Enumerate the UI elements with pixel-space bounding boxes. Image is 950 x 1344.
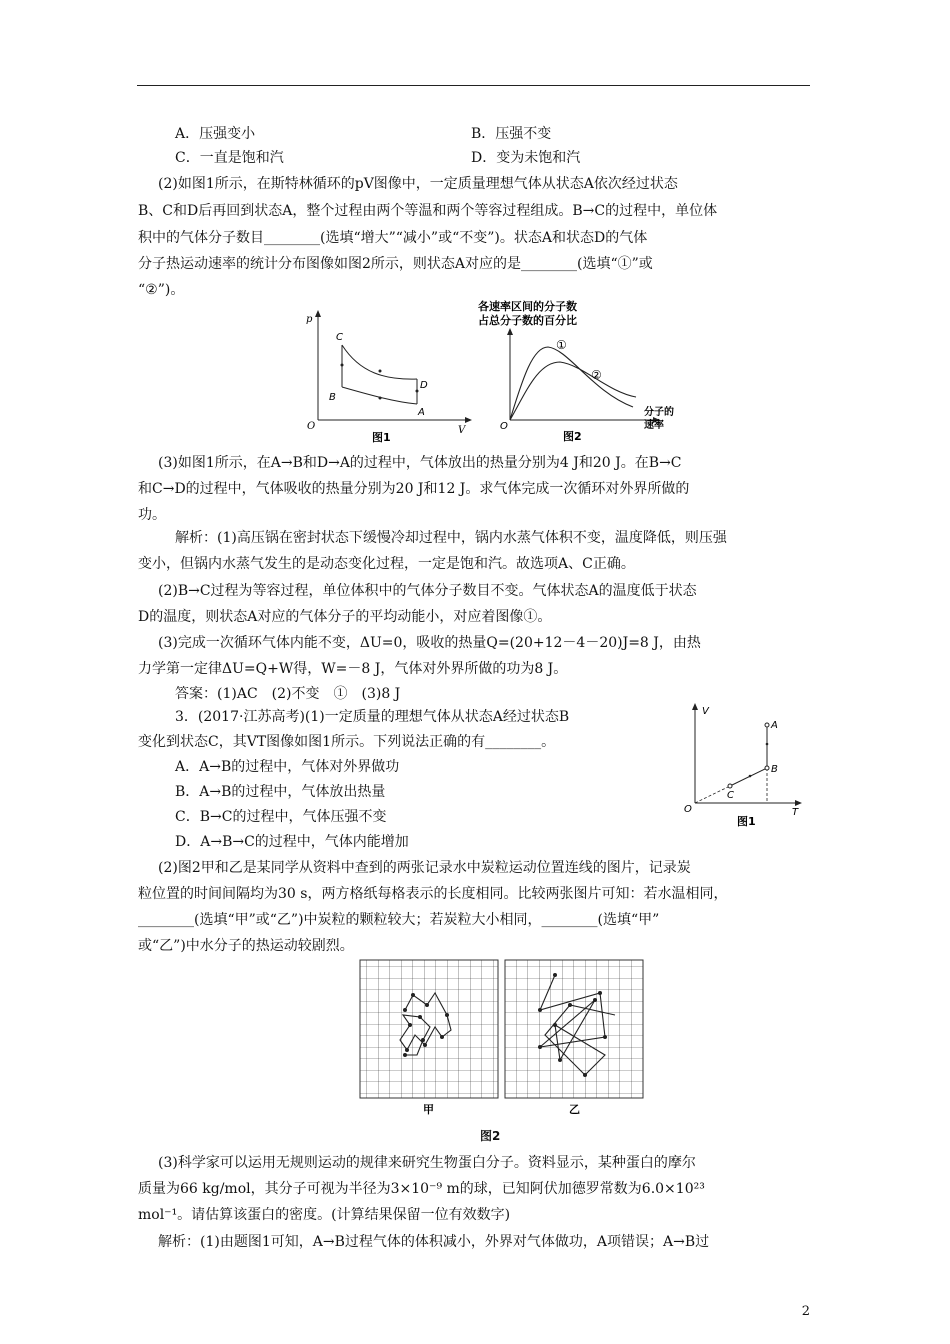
p3b-line1: (2)图2甲和乙是某同学从资料中查到的两张记录水中炭粒运动位置连线的图片，记录炭 xyxy=(158,860,691,876)
vt-axis-t: T xyxy=(792,807,799,818)
option-d: D．变为未饱和汽 xyxy=(471,150,581,166)
pv-caption: 图1 xyxy=(372,431,391,444)
dist-curve-1-label: ① xyxy=(556,338,567,352)
q2-line1: (2)如图1所示，在斯特林循环的pV图像中，一定质量理想气体从状态A依次经过状态 xyxy=(158,176,678,192)
q2-line2: B、C和D后再回到状态A，整个过程由两个等温和两个等容过程组成。B→C的过程中，单位体 xyxy=(138,203,718,219)
dist-title-line1: 各速率区间的分子数 xyxy=(478,300,577,313)
q3-line3: 功。 xyxy=(138,507,166,523)
pv-axis-p: p xyxy=(306,314,313,325)
pv-axis-v: V xyxy=(458,425,466,436)
p3-option-d: D．A→B→C的过程中，气体内能增加 xyxy=(175,834,409,850)
vt-caption: 图1 xyxy=(737,815,756,828)
dist-x-label-line2: 速率 xyxy=(644,420,664,431)
vt-origin: O xyxy=(684,804,692,815)
p3-option-a: A．A→B的过程中，气体对外界做功 xyxy=(175,759,400,775)
option-a: A．压强变小 xyxy=(175,126,256,142)
sol-line5: (3)完成一次循环气体内能不变，ΔU=0，吸收的热量Q=(20+12－4－20)J=8 J，由热 xyxy=(158,635,701,651)
vt-point-c: C xyxy=(727,790,734,801)
vt-diagram xyxy=(680,700,810,830)
pv-origin: O xyxy=(307,421,316,432)
p3-line1: 3．(2017·江苏高考)(1)一定质量的理想气体从状态A经过状态B xyxy=(175,709,570,725)
dist-curve-2-label: ② xyxy=(591,368,602,382)
sol-line3: (2)B→C过程为等容过程，单位体积中的气体分子数目不变。气体状态A的温度低于状态 xyxy=(158,583,697,599)
q2-line5: “②”)。 xyxy=(138,282,185,298)
page-number: 2 xyxy=(801,1304,810,1319)
sol-line6: 力学第一定律ΔU=Q+W得，W=－8 J，气体对外界所做的功为8 J。 xyxy=(138,661,568,677)
pv-point-c: C xyxy=(336,332,343,343)
p3b-line3: ________(选填“甲”或“乙”)中炭粒的颗粒较大；若炭粒大小相同，________(选填“甲” xyxy=(138,912,660,928)
answer-line: 答案：(1)AC (2)不变 ① (3)8 J xyxy=(175,686,401,702)
grid-label-jia: 甲 xyxy=(423,1103,434,1115)
pv-point-b: B xyxy=(329,392,336,403)
p3c-line1: (3)科学家可以运用无规则运动的规律来研究生物蛋白分子。资料显示，某种蛋白的摩尔 xyxy=(158,1155,696,1171)
p3c-line3: mol⁻¹。请估算该蛋白的密度。(计算结果保留一位有效数字) xyxy=(138,1207,511,1223)
option-b: B．压强不变 xyxy=(471,126,552,142)
vt-axis-v: V xyxy=(702,706,709,717)
p3-line2: 变化到状态C，其VT图像如图1所示。下列说法正确的有________。 xyxy=(138,734,556,750)
p3-option-c: C．B→C的过程中，气体压强不变 xyxy=(175,809,387,825)
q3-line2: 和C→D的过程中，气体吸收的热量分别为20 J和12 J。求气体完成一次循环对外界所做的 xyxy=(138,481,690,497)
grid-label-yi: 乙 xyxy=(569,1103,580,1115)
pv-point-a: A xyxy=(418,407,425,418)
grid-caption: 图2 xyxy=(480,1129,501,1143)
sol-line2: 变小，但锅内水蒸气发生的是动态变化过程，一定是饱和汽。故选项A、C正确。 xyxy=(138,556,635,572)
speed-distribution-diagram xyxy=(468,297,688,447)
dist-title-line2: 占总分子数的百分比 xyxy=(478,314,577,327)
vt-point-a: A xyxy=(771,720,778,731)
p3b-line2: 粒位置的时间间隔均为30 s，两方格纸每格表示的长度相同。比较两张图片可知：若水温相同， xyxy=(138,886,728,902)
header-rule xyxy=(137,85,810,86)
vt-point-b: B xyxy=(771,764,778,775)
pv-point-d: D xyxy=(420,380,428,391)
p3b-line4: 或“乙”)中水分子的热运动较剧烈。 xyxy=(138,938,354,954)
dist-x-label-line1: 分子的 xyxy=(644,407,674,418)
dist-origin: O xyxy=(500,421,508,432)
q2-line4: 分子热运动速率的统计分布图像如图2所示，则状态A对应的是________(选填“①”或 xyxy=(138,256,653,272)
sol-line4: D的温度，则状态A对应的气体分子的平均动能小，对应着图像①。 xyxy=(138,609,552,625)
p3c-line2: 质量为66 kg/mol，其分子可视为半径为3×10⁻⁹ m的球，已知阿伏加德罗常数为6.0×10²³ xyxy=(138,1181,705,1197)
brownian-grid-figure xyxy=(355,955,655,1115)
q3-line1: (3)如图1所示，在A→B和D→A的过程中，气体放出的热量分别为4 J和20 J。在B→C xyxy=(158,455,682,471)
p3c-line4: 解析：(1)由题图1可知，A→B过程气体的体积减小，外界对气体做功，A项错误；A→B过 xyxy=(158,1234,710,1250)
pv-diagram xyxy=(300,305,480,445)
q2-line3: 积中的气体分子数目________(选填“增大”“减小”或“不变”)。状态A和状态D的气体 xyxy=(138,230,648,246)
p3-option-b: B．A→B的过程中，气体放出热量 xyxy=(175,784,386,800)
sol-line1: 解析：(1)高压锅在密封状态下缓慢冷却过程中，锅内水蒸气体积不变，温度降低，则压强 xyxy=(175,530,727,546)
option-c: C．一直是饱和汽 xyxy=(175,150,284,166)
dist-caption: 图2 xyxy=(563,430,582,443)
